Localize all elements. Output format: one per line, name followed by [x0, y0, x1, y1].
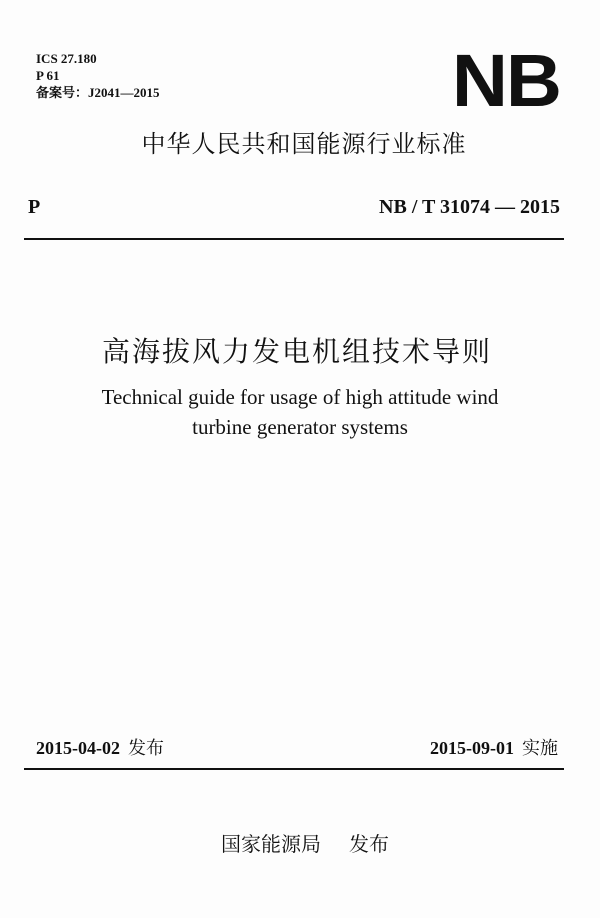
bottom-divider: [24, 768, 564, 770]
top-divider: [24, 238, 564, 240]
issue-date: 2015-04-02: [36, 738, 120, 758]
ccs-code: P 61: [36, 68, 60, 83]
document-title-english: [0, 382, 600, 442]
ics-code: ICS 27.180: [36, 51, 97, 66]
record-number: 备案号：J2041—2015: [36, 85, 160, 100]
english-title-line-2: turbine generator systems: [192, 415, 408, 439]
issue-date-block: [36, 734, 164, 760]
classification-block: [36, 50, 160, 101]
publisher-line: [0, 828, 600, 857]
implementation-label: 实施: [522, 738, 558, 759]
standard-number: NB / T 31074 — 2015: [379, 196, 560, 218]
classification-letter: P: [28, 196, 41, 218]
implementation-date-block: [430, 734, 558, 760]
english-title-line-1: Technical guide for usage of high attitude wind: [101, 385, 499, 409]
implementation-date: 2015-09-01: [430, 738, 514, 758]
publisher-action: 发布: [349, 832, 389, 856]
document-title-chinese: 高海拔风力发电机组技术导则: [101, 335, 492, 368]
publisher-name: 国家能源局: [221, 832, 321, 856]
industry-standard-title: 中华人民共和国能源行业标准: [141, 130, 467, 158]
issue-label: 发布: [128, 738, 164, 759]
nb-logo: NB: [451, 39, 560, 122]
